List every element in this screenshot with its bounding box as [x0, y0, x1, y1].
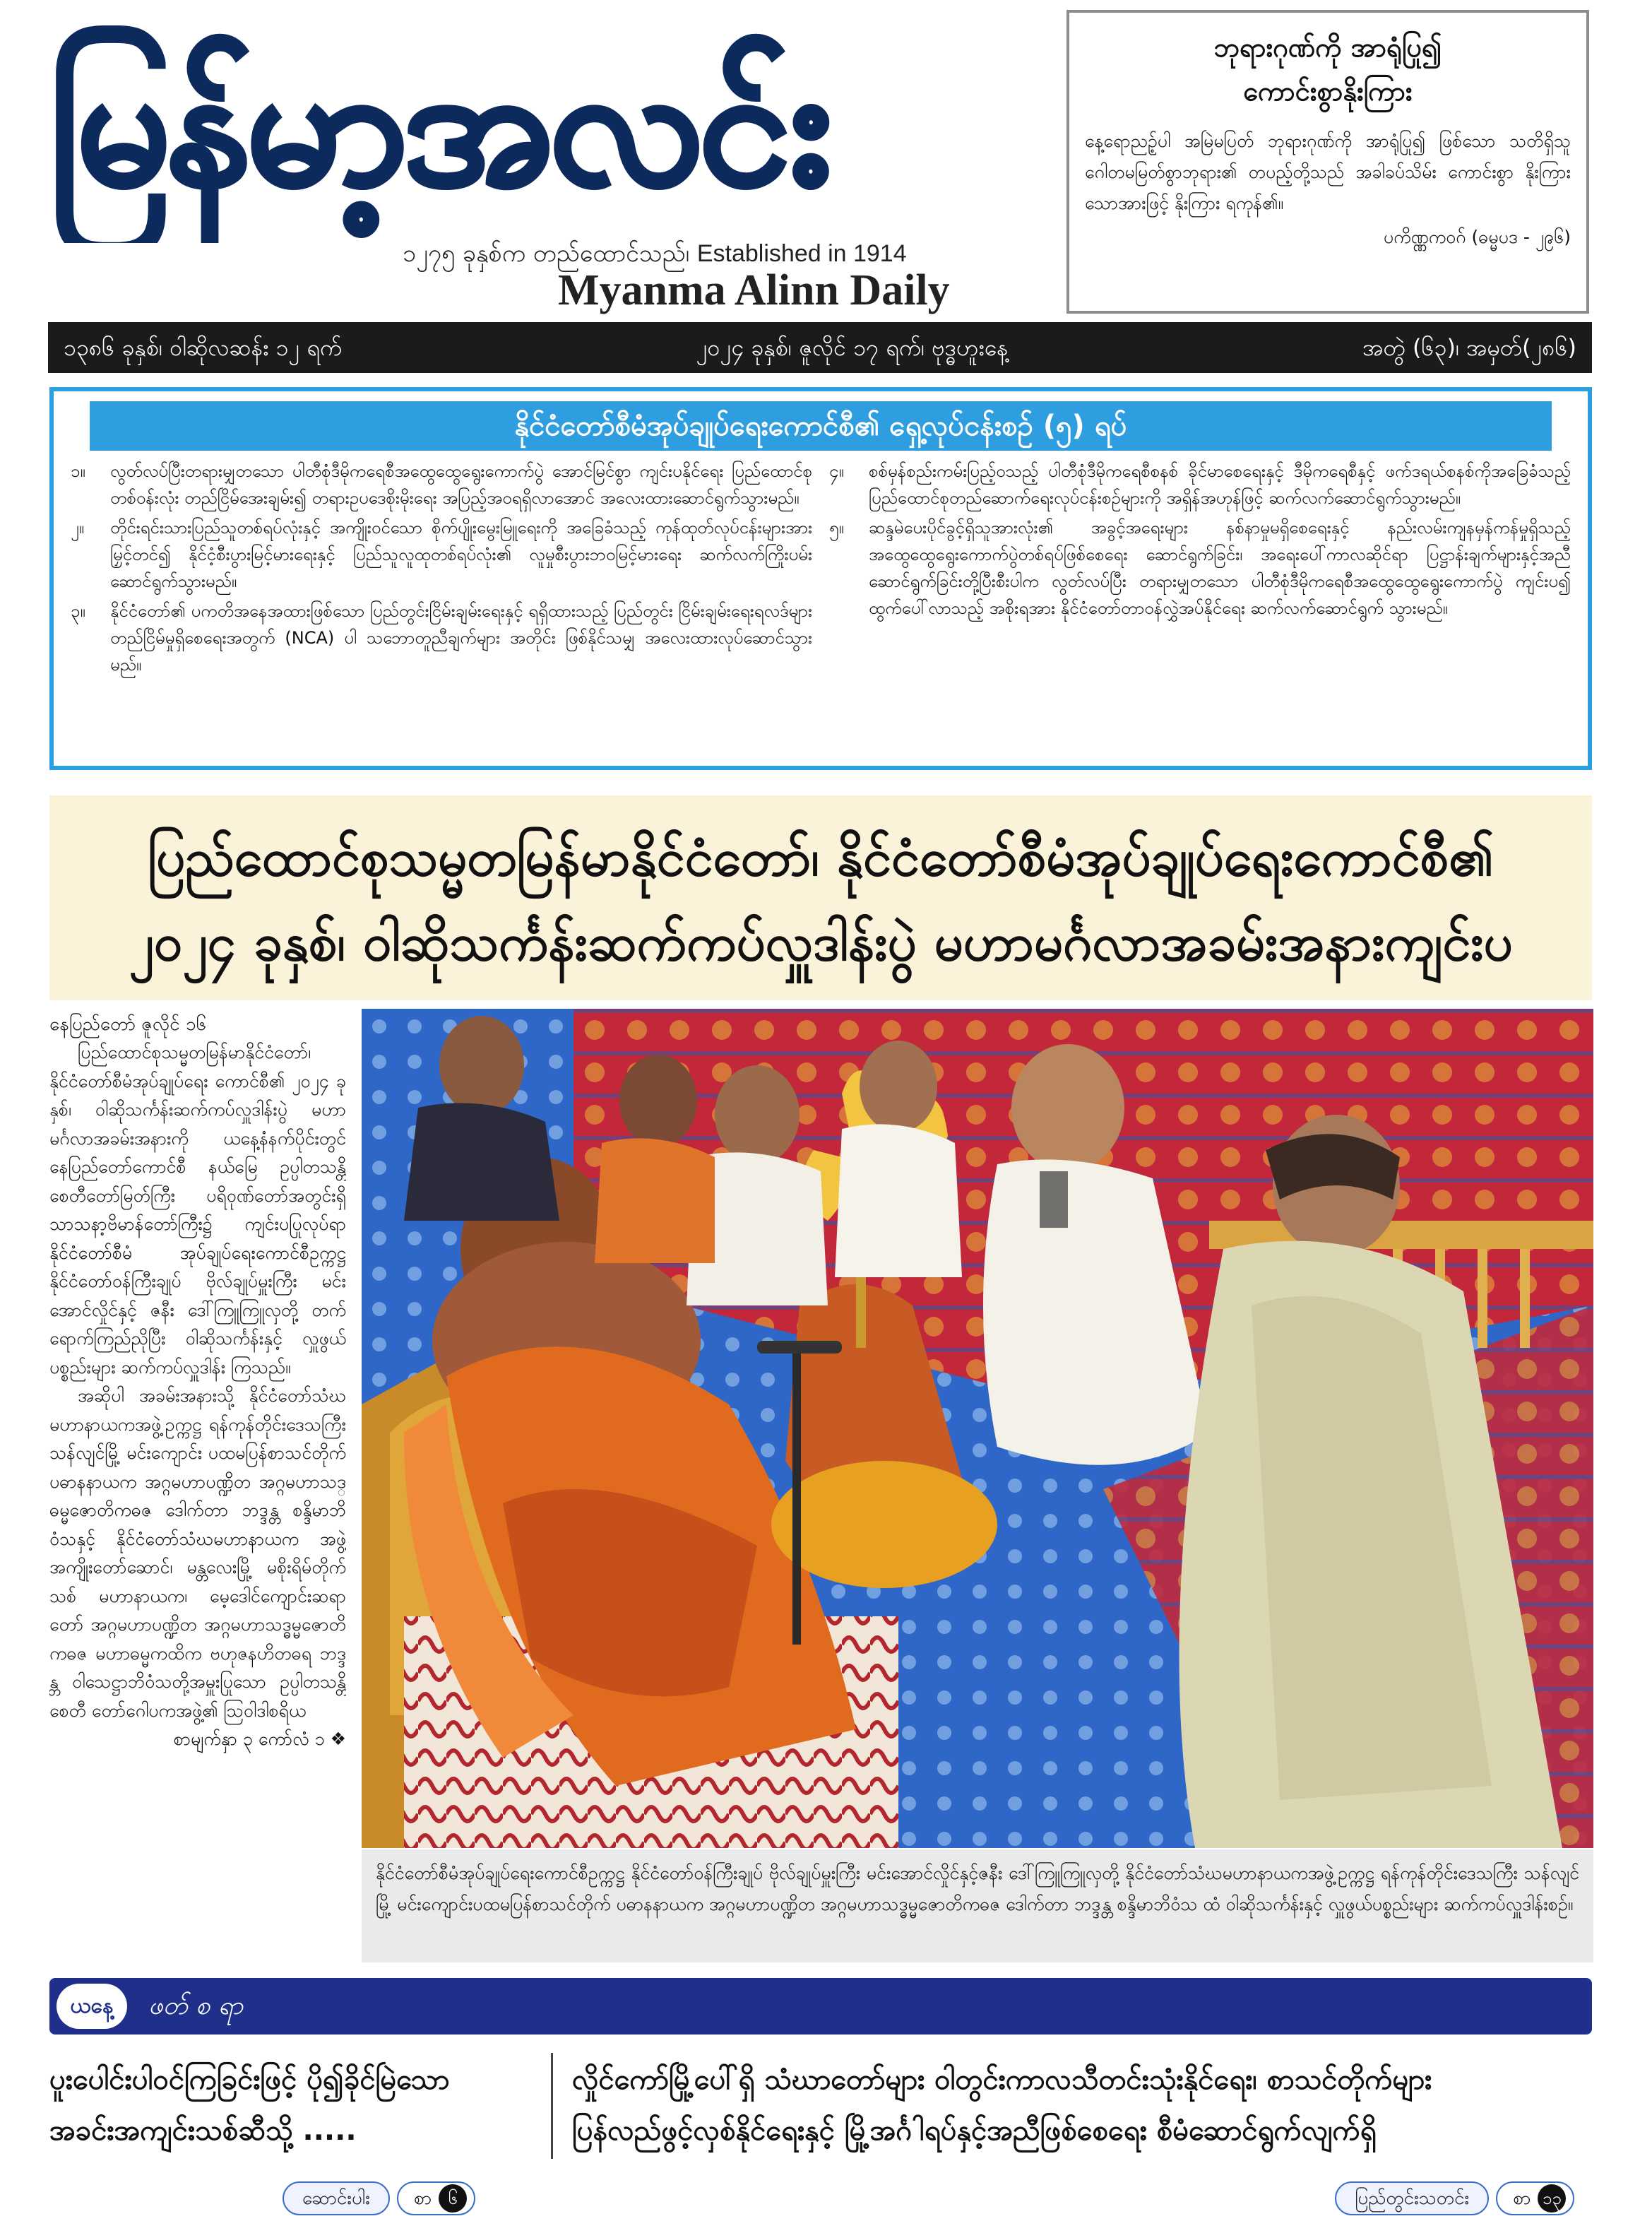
- quote-title-2: ကောင်းစွာနိုးကြား: [1243, 76, 1413, 107]
- page-tag-local-news[interactable]: [1335, 2180, 1574, 2217]
- objective-number: ၅။: [829, 518, 844, 538]
- tag-page: [1496, 2181, 1574, 2215]
- date-bar: [48, 322, 1592, 373]
- objective-text: နိုင်ငံတော်၏ ပကတိအနေအထားဖြစ်သော ပြည်တွင်းငြိမ်းချမ်းရေးနှင့် ရရှိထားသည့် ပြည်တွင်း ငြိမ်းချမ်းရေးရလဒ်များ တည်ငြိမ်မှုရှိစေရေးအတွက် (NCA) ပါ သဘောတူညီချက်များ အတိုင်း ဖြစ်နိုင်သမျှ အလေးထားလုပ်ဆောင်သွားမည်။: [110, 601, 812, 675]
- article-continued[interactable]: စာမျက်နှာ ၃ ကော်လံ ၁ ❖: [173, 1729, 346, 1749]
- tag-page-prefix: စာ: [1513, 2188, 1531, 2209]
- masthead: [49, 10, 1017, 314]
- tag-page-prefix: စာ: [413, 2188, 432, 2209]
- tag-label: ပြည်တွင်းသတင်း: [1335, 2181, 1489, 2215]
- established-en: Established in 1914: [696, 240, 907, 267]
- issue-number: အတွဲ (၆၃)၊ အမှတ်(၂၈၆): [1362, 334, 1576, 361]
- teaser-line: ပြန်လည်ဖွင့်လှစ်နိုင်ရေးနှင့် မြို့အင်္ဂါရပ်နှင့်အညီဖြစ်စေရေး စီမံဆောင်ရွက်လျက်ရှိ: [572, 2114, 1377, 2147]
- quote-title-1: ဘုရားဂုဏ်ကို အာရုံပြု၍: [1213, 32, 1442, 63]
- photo-caption: နိုင်ငံတော်စီမံအုပ်ချုပ်ရေးကောင်စီဥက္ကဋ္ဌ နိုင်ငံတော်ဝန်ကြီးချုပ် ဗိုလ်ချုပ်မှူးကြီး မင်းအောင်လှိုင်နှင့်ဇနီး ဒေါ်ကြူကြူလှတို့ နိုင်ငံတော်သံဃမဟာနာယကအဖွဲ့ဥက္ကဋ္ဌ ရန်ကုန်တိုင်းဒေသကြီး သန်လျင်မြို့ မင်းကျောင်းပထမပြန်စာသင်တိုက် ပဓာနနာယက အဂ္ဂမဟာပဏ္ဍိတ အဂ္ဂမဟာသဒ္ဓမ္မဇောတိကဓဇ ဒေါက်တာ ဘဒ္ဒန္တ စန္ဒိမာဘိဝံသ ထံ ဝါဆိုသင်္ကန်းနှင့် လှူဖွယ်ပစ္စည်းများ ဆက်ကပ်လှူဒါန်းစဉ်။: [362, 1849, 1593, 1962]
- teaser-article-right[interactable]: [572, 2054, 1592, 2156]
- objective-text: တိုင်းရင်းသားပြည်သူတစ်ရပ်လုံးနှင့် အကျိုးဝင်သော စိုက်ပျိုးမွေးမြူရေးကို အခြေခံသည့် ကုန်ထုတ်လုပ်ငန်းများအားမြှင့်တင်၍ နိုင်ငံ့စီးပွားမြင့်မားရေးနှင့် ပြည်သူလူထုတစ်ရပ်လုံး၏ လူမှုစီးပွားဘဝမြင့်မားရေး ဆက်လက်ကြိုးပမ်းဆောင်ရွက်သွားမည်။: [110, 518, 812, 591]
- teaser-line: ပူးပေါင်းပါဝင်ကြခြင်းဖြင့် ပို၍ခိုင်မြဲသော: [49, 2063, 450, 2096]
- todays-reads-bar: [49, 1978, 1592, 2035]
- teaser-divider: [551, 2053, 553, 2159]
- page-tag-articles[interactable]: [283, 2180, 475, 2217]
- article-dateline: နေပြည်တော် ဇူလိုင် ၁၆: [49, 1014, 207, 1035]
- article-paragraph: ပြည်ထောင်စုသမ္မတမြန်မာနိုင်ငံတော်၊ နိုင်ငံတော်စီမံအုပ်ချုပ်ရေး ကောင်စီ၏ ၂၀၂၄ ခုနှစ်၊ ဝါဆိုသင်္ကန်းဆက်ကပ်လှူဒါန်းပွဲ မဟာမင်္ဂလာအခမ်းအနားကို ယနေ့နံနက်ပိုင်းတွင် နေပြည်တော်ကောင်စီ နယ်မြေ ဥပ္ပါတသန္တိစေတီတော်မြတ်ကြီး ပရိဝုဏ်တော်အတွင်းရှိ သာသနာ့ဗိမာန်တော်ကြီး၌ ကျင်းပပြုလုပ်ရာ နိုင်ငံတော်စီမံ အုပ်ချုပ်ရေးကောင်စီဥက္ကဋ္ဌ နိုင်ငံတော်ဝန်ကြီးချုပ် ဗိုလ်ချုပ်မှူးကြီး မင်းအောင်လှိုင်နှင့် ဇနီး ဒေါ်ကြူကြူလှတို့ တက်ရောက်ကြည်ညိုပြီး ဝါဆိုသင်္ကန်းနှင့် လှူဖွယ်ပစ္စည်းများ ဆက်ကပ်လှူဒါန်း ကြသည်။: [49, 1042, 346, 1378]
- tag-page: [397, 2181, 475, 2215]
- objectives-heading: နိုင်ငံတော်စီမံအုပ်ချုပ်ရေးကောင်စီ၏ ရှေ့လုပ်ငန်းစဉ် (၅) ရပ်: [90, 401, 1552, 451]
- objective-item: [71, 458, 812, 511]
- newspaper-logo: မြန်မာ့အလင်း: [49, 31, 828, 222]
- objective-item: [829, 458, 1571, 511]
- quote-body: နေ့ရောညဉ့်ပါ အမြဲမပြတ် ဘုရားဂုဏ်ကို အာရုံပြု၍ ဖြစ်သော သတိရှိသူ ဂေါတမမြတ်စွာဘုရား၏ တပည့်တို့သည် အခါခပ်သိမ်း ကောင်းစွာ နိုးကြားသောအားဖြင့် နိုးကြား ရကုန်၏။: [1085, 131, 1571, 213]
- dhamma-quote-box: [1066, 10, 1589, 314]
- date-gregorian: ၂၀၂၄ ခုနှစ်၊ ဇူလိုင် ၁၇ ရက်၊ ဗုဒ္ဓဟူးနေ့: [696, 334, 1009, 361]
- headline-line-2: ၂၀၂၄ ခုနှစ်၊ ဝါဆိုသင်္ကန်းဆက်ကပ်လှူဒါန်းပွဲ မဟာမင်္ဂလာအခမ်းအနားကျင်းပ: [129, 913, 1513, 972]
- objectives-left-column: [71, 458, 812, 681]
- objective-text: ဆန္ဒမဲပေးပိုင်ခွင့်ရှိသူအားလုံး၏ အခွင့်အရေးများ နစ်နာမှုမရှိစေရေးနှင့် နည်းလမ်းကျနမှန်ကန်မှုရှိသည့် အထွေထွေရွေးကောက်ပွဲတစ်ရပ်ဖြစ်စေရေး ဆောင်ရွက်ခြင်း၊ အရေးပေါ်ကာလဆိုင်ရာ ပြဋ္ဌာန်းချက်များနှင့်အညီ ဆောင်ရွက်ခြင်းတို့ပြီးစီးပါက လွတ်လပ်ပြီး တရားမျှတသော ပါတီစုံဒီမိုကရေစီအထွေထွေရွေးကောက်ပွဲ ကျင်းပ၍ ထွက်ပေါ်လာသည့် အစိုးရအား နိုင်ငံတော်တာဝန်လွှဲအပ်နိုင်ရေး ဆက်လက်ဆောင်ရွက် သွားမည်။: [869, 518, 1571, 618]
- date-lunar: ၁၃၈၆ ခုနှစ်၊ ဝါဆိုလဆန်း ၁၂ ရက်: [64, 334, 343, 361]
- objective-number: ၁။: [71, 461, 85, 481]
- tag-label: ဆောင်းပါး: [283, 2181, 390, 2215]
- lead-photo: [362, 1009, 1593, 1848]
- teaser-line: အခင်းအကျင်းသစ်ဆီသို့ .....: [49, 2114, 357, 2147]
- objective-number: ၃။: [71, 601, 85, 621]
- established-my: ၁၂၇၅ ခုနှစ်က တည်ထောင်သည်၊: [403, 239, 690, 268]
- objectives-box: [49, 387, 1592, 770]
- brand-name-en: Myanma Alinn Daily: [558, 266, 950, 314]
- main-headline-box: [49, 795, 1592, 1000]
- section-label: ဖတ် စ ရာ: [148, 1991, 244, 2020]
- objective-number: ၂။: [71, 518, 85, 538]
- tag-page-number: ၁၃: [1538, 2184, 1566, 2213]
- objective-text: စစ်မှန်စည်းကမ်းပြည့်ဝသည့် ပါတီစုံဒီမိုကရေစီစနစ် ခိုင်မာစေရေးနှင့် ဒီမိုကရေစီနှင့် ဖက်ဒရယ်စနစ်ကိုအခြေခံသည့် ပြည်ထောင်စုတည်ဆောက်ရေးလုပ်ငန်းစဉ်များကို အရှိန်အဟုန်ဖြင့် ဆက်လက်ဆောင်ရွက်သွားမည်။: [869, 461, 1571, 508]
- tag-page-number: ၆: [439, 2184, 467, 2213]
- ceremony-photo-illustration: [362, 1009, 1593, 1848]
- article-paragraph: အဆိုပါ အခမ်းအနားသို့ နိုင်ငံတော်သံဃမဟာနာယကအဖွဲ့ဥက္ကဋ္ဌ ရန်ကုန်တိုင်းဒေသကြီး သန်လျင်မြို့ မင်းကျောင်း ပထမပြန်စာသင်တိုက် ပဓာနနာယက အဂ္ဂမဟာပဏ္ဍိတ အဂ္ဂမဟာသဒ္ဓမ္မဇောတိကဓဇ ဒေါက်တာ ဘဒ္ဒန္တ စန္ဒိမာဘိဝံသနှင့် နိုင်ငံတော်သံဃမဟာနာယက အဖွဲ့အကျိုးတော်ဆောင်၊ မန္တလေးမြို့ မစိုးရိမ်တိုက်သစ် မဟာနာယက၊ မေ့ဒေါင်ကျောင်းဆရာတော် အဂ္ဂမဟာပဏ္ဍိတ အဂ္ဂမဟာသဒ္ဓမ္မဇောတိကဓဇ မဟာဓမ္မကထိက ဗဟုဇနဟိတဓရ ဘဒ္ဒန္တ ဝါသေဋ္ဌာဘိဝံသတို့အမှူးပြုသော ဥပ္ပါတသန္တိစေတီ တော်ဂေါပကအဖွဲ့၏ ဩဝါဒါစရိယ: [49, 1385, 346, 1721]
- objective-item: [71, 598, 812, 678]
- objective-text: လွတ်လပ်ပြီးတရားမျှတသော ပါတီစုံဒီမိုကရေစီအထွေထွေရွေးကောက်ပွဲ အောင်မြင်စွာ ကျင်းပနိုင်ရေး ပြည်ထောင်စုတစ်ဝန်းလုံး တည်ငြိမ်အေးချမ်း၍ တရားဥပဒေစိုးမိုးရေး အပြည့်အဝရရှိလာအောင် အလေးထားဆောင်ရွက်သွားမည်။: [110, 461, 812, 508]
- objective-item: [71, 514, 812, 595]
- lead-article: [49, 1010, 346, 1971]
- quote-citation: ပကိဏ္ဏကဝဂ် (ဓမ္မပဒ - ၂၉၆): [1383, 227, 1571, 247]
- teaser-article-left[interactable]: [49, 2054, 530, 2156]
- objective-item: [829, 514, 1571, 622]
- teaser-line: လှိုင်ကော်မြို့ပေါ်ရှိ သံဃာတော်များ ဝါတွင်းကာလသီတင်းသုံးနိုင်ရေး၊ စာသင်တိုက်များ: [572, 2063, 1432, 2096]
- today-badge: ယနေ့: [57, 1984, 127, 2029]
- objective-number: ၄။: [829, 461, 844, 481]
- objectives-right-column: [829, 458, 1571, 681]
- headline-line-1: ပြည်ထောင်စုသမ္မတမြန်မာနိုင်ငံတော်၊ နိုင်ငံတော်စီမံအုပ်ချုပ်ရေးကောင်စီ၏: [147, 828, 1494, 887]
